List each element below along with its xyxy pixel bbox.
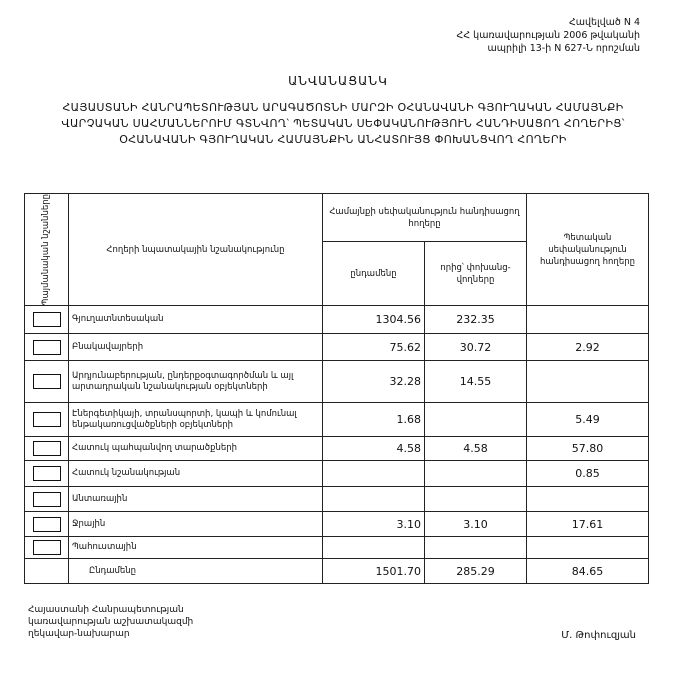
state-land-header: Պետական սեփականություն հանդիսացող հողերը	[527, 194, 649, 306]
row-state	[527, 487, 649, 512]
totals-state: 84.65	[527, 559, 649, 584]
row-state	[527, 537, 649, 559]
row-transferred	[425, 537, 527, 559]
row-transferred: 14.55	[425, 361, 527, 403]
row-name: Արդյունաբերության, ընդերքօգտագործման և այլ արտադրական նշանակության օբյեկտների	[69, 361, 323, 403]
signatory-name: Մ. Թոփուզյան	[561, 630, 636, 641]
legend-box	[33, 312, 61, 327]
document-subtitle: ՀԱՅԱՍՏԱՆԻ ՀԱՆՐԱՊԵՏՈՒԹՅԱՆ ԱՐԱԳԱԾՈՏՆԻ ՄԱՐԶԻ ՕՀԱՆԱՎԱՆԻ ԳՅՈՒՂԱԿԱՆ ՀԱՄԱՅՆՔԻ ՎԱՐՉԱԿԱՆ ՍԱՀՄԱՆՆԵՐՈՒՄ ԳՏՆՎՈՂ՝ ՊԵՏԱԿԱՆ ՍԵՓԱԿԱՆՈՒԹՅՈՒՆ ՀԱՆԴԻՍԱՑՈՂ ՀՈՂԵՐԻՑ՝ ՕՀԱՆԱՎԱՆԻ ԳՅՈՒՂԱԿԱՆ ՀԱՄԱՅՆՔԻՆ ԱՆՀԱՏՈՒՅՑ ՓՈԽԱՆՑՎՈՂ ՀՈՂԵՐԻ	[61, 101, 625, 146]
row-transferred	[425, 403, 527, 437]
appendix-note-line3: ապրիլի 13-ի N 627-Ն որոշման	[487, 43, 640, 54]
table-row	[25, 487, 649, 512]
row-state	[527, 361, 649, 403]
legend-box	[33, 540, 61, 555]
appendix-note	[400, 16, 640, 55]
row-name: Գյուղատնտեսական	[69, 306, 323, 334]
purpose-header: Հողերի նպատակային նշանակությունը	[69, 194, 323, 306]
row-total: 4.58	[323, 437, 425, 461]
row-name: Հատուկ պահպանվող տարածքների	[69, 437, 323, 461]
code-header	[25, 194, 69, 306]
row-total	[323, 537, 425, 559]
legend-box	[33, 517, 61, 532]
totals-label: Ընդամենը	[69, 559, 323, 584]
legend-box	[33, 441, 61, 456]
row-state: 0.85	[527, 461, 649, 487]
row-state: 2.92	[527, 334, 649, 361]
legend-box	[33, 412, 61, 427]
row-total: 3.10	[323, 512, 425, 537]
document-title: ԱՆՎԱՆԱՑԱՆԿ	[288, 74, 388, 88]
legend-box	[33, 374, 61, 389]
appendix-note-line1: Հավելված N 4	[568, 17, 640, 28]
legend-box	[33, 466, 61, 481]
land-table	[24, 193, 649, 584]
row-state: 57.80	[527, 437, 649, 461]
row-name: Հատուկ նշանակության	[69, 461, 323, 487]
totals-total: 1501.70	[323, 559, 425, 584]
total-header: ընդամենը	[323, 242, 425, 306]
row-total	[323, 461, 425, 487]
table-row	[25, 403, 649, 437]
signatory-line1: Հայաստանի Հանրապետության	[28, 605, 184, 615]
legend-box	[33, 492, 61, 507]
row-transferred	[425, 487, 527, 512]
row-transferred: 30.72	[425, 334, 527, 361]
row-total: 1.68	[323, 403, 425, 437]
totals-transferred: 285.29	[425, 559, 527, 584]
table-row	[25, 512, 649, 537]
row-name: Էներգետիկայի, տրանսպորտի, կապի և կոմունալ ենթակառուցվածքների օբյեկտների	[69, 403, 323, 437]
table-row	[25, 334, 649, 361]
table-row	[25, 537, 649, 559]
row-state	[527, 306, 649, 334]
row-name: Բնակավայրերի	[69, 334, 323, 361]
row-total: 75.62	[323, 334, 425, 361]
row-transferred: 3.10	[425, 512, 527, 537]
row-transferred: 4.58	[425, 437, 527, 461]
table-row	[25, 461, 649, 487]
community-land-header: Համայնքի սեփականություն հանդիսացող հողերը	[323, 194, 527, 242]
row-name: Անտառային	[69, 487, 323, 512]
row-total	[323, 487, 425, 512]
row-transferred: 232.35	[425, 306, 527, 334]
totals-row	[25, 559, 649, 584]
transferred-header: որից՝ փոխանց-վողները	[425, 242, 527, 306]
table-row	[25, 437, 649, 461]
row-state: 5.49	[527, 403, 649, 437]
signatory-title	[28, 604, 193, 640]
table-row	[25, 361, 649, 403]
row-state: 17.61	[527, 512, 649, 537]
signatory-line2: կառավարության աշխատակազմի	[28, 617, 194, 627]
row-name: Պահուստային	[69, 537, 323, 559]
row-name: Ջրային	[69, 512, 323, 537]
appendix-note-line2: ՀՀ կառավարության 2006 թվականի	[456, 30, 640, 41]
row-total: 32.28	[323, 361, 425, 403]
signatory-line3: ղեկավար-նախարար	[28, 629, 130, 639]
legend-box	[33, 340, 61, 355]
code-header-text: Պայմանական նշանները	[41, 194, 51, 306]
table-row	[25, 306, 649, 334]
row-total: 1304.56	[323, 306, 425, 334]
row-transferred	[425, 461, 527, 487]
